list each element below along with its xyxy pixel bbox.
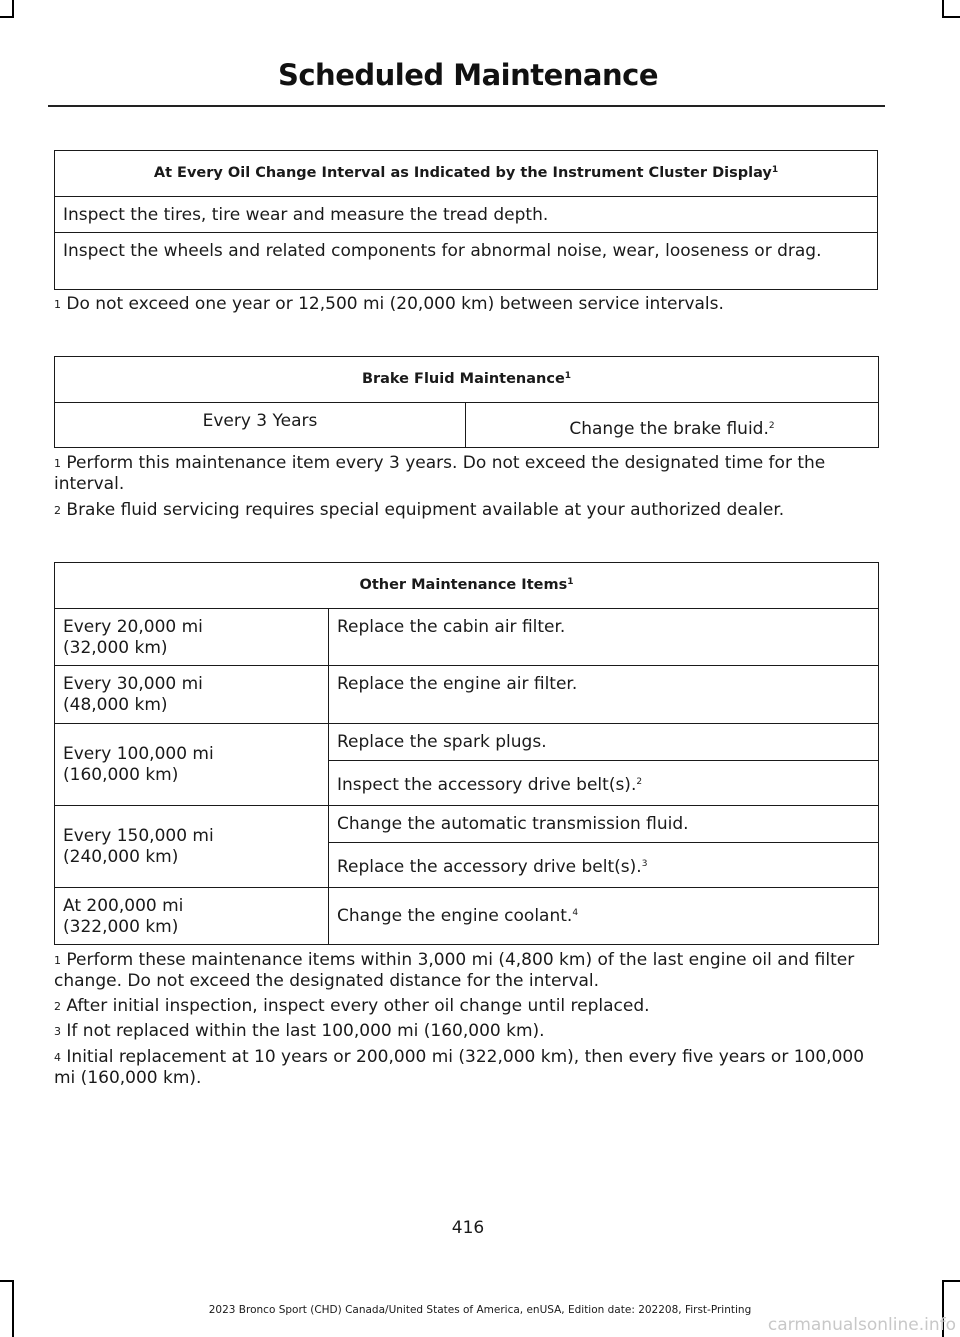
interval-cell: Every 20,000 mi (32,000 km) [55,609,329,666]
footnote: $^1$ Perform this maintenance item every 3 years. Do not exceed the designated time for the interval. [54,453,826,494]
crop-mark [942,1280,960,1282]
item-cell: Change the engine coolant.$^4$ [329,888,879,945]
table-row [55,724,879,761]
other-maintenance-table-heading: Other Maintenance Items$^1$ [55,563,879,609]
interval-cell: Every 3 Years [55,403,466,448]
footnote: $^1$ Do not exceed one year or 12,500 mi (20,000 km) between service intervals. [54,294,724,314]
oil-change-table [54,150,878,290]
other-maintenance-table [54,562,879,945]
brake-fluid-table-heading: Brake Fluid Maintenance$^1$ [55,357,879,403]
table-row [55,666,879,724]
item-cell: Replace the cabin air filter. [329,609,879,666]
oil-change-table-heading: At Every Oil Change Interval as Indicated by the Instrument Cluster Display$^1$ [55,151,878,197]
table-row [55,888,879,945]
watermark: carmanualsonline.info [767,1315,956,1335]
table-row [55,806,879,843]
page-title: Scheduled Maintenance [277,58,659,92]
table-row [55,609,879,666]
interval-cell: Every 100,000 mi (160,000 km) [55,724,329,806]
crop-mark [0,16,14,18]
item-cell: Replace the engine air filter. [329,666,879,724]
item-cell: Change the brake fluid.$^2$ [466,403,879,448]
footnote: $^3$ If not replaced within the last 100,000 mi (160,000 km). [54,1021,545,1041]
edition-footer: 2023 Bronco Sport (CHD) Canada/United States of America, enUSA, Edition date: 202208, First-Printing [208,1304,752,1316]
item-cell: Replace the accessory drive belt(s).$^3$ [329,843,879,888]
footnote: $^2$ Brake fluid servicing requires special equipment available at your authorized dealer. [54,500,785,520]
item-cell: Inspect the accessory drive belt(s).$^2$ [329,761,879,806]
brake-fluid-table [54,356,879,448]
item-cell: Change the automatic transmission fluid. [329,806,879,843]
footnote: $^2$ After initial inspection, inspect every other oil change until replaced. [54,996,650,1016]
crop-mark [942,16,960,18]
footnote: $^4$ Initial replacement at 10 years or 200,000 mi (322,000 km), then every five years or 100,000 mi (160,000 km). [54,1047,865,1088]
interval-cell: At 200,000 mi (322,000 km) [55,888,329,945]
title-rule [48,105,885,107]
footnote: $^1$ Perform these maintenance items within 3,000 mi (4,800 km) of the last engine oil and filter change. Do not exceed the designated distance for the interval. [54,950,855,991]
item-cell: Replace the spark plugs. [329,724,879,761]
crop-mark [0,1280,14,1282]
interval-cell: Every 150,000 mi (240,000 km) [55,806,329,888]
page-number: 416 [451,1218,485,1238]
interval-cell: Every 30,000 mi (48,000 km) [55,666,329,724]
table-row: Inspect the wheels and related components for abnormal noise, wear, looseness or drag. [55,233,878,290]
table-row: Inspect the tires, tire wear and measure the tread depth. [55,197,878,233]
